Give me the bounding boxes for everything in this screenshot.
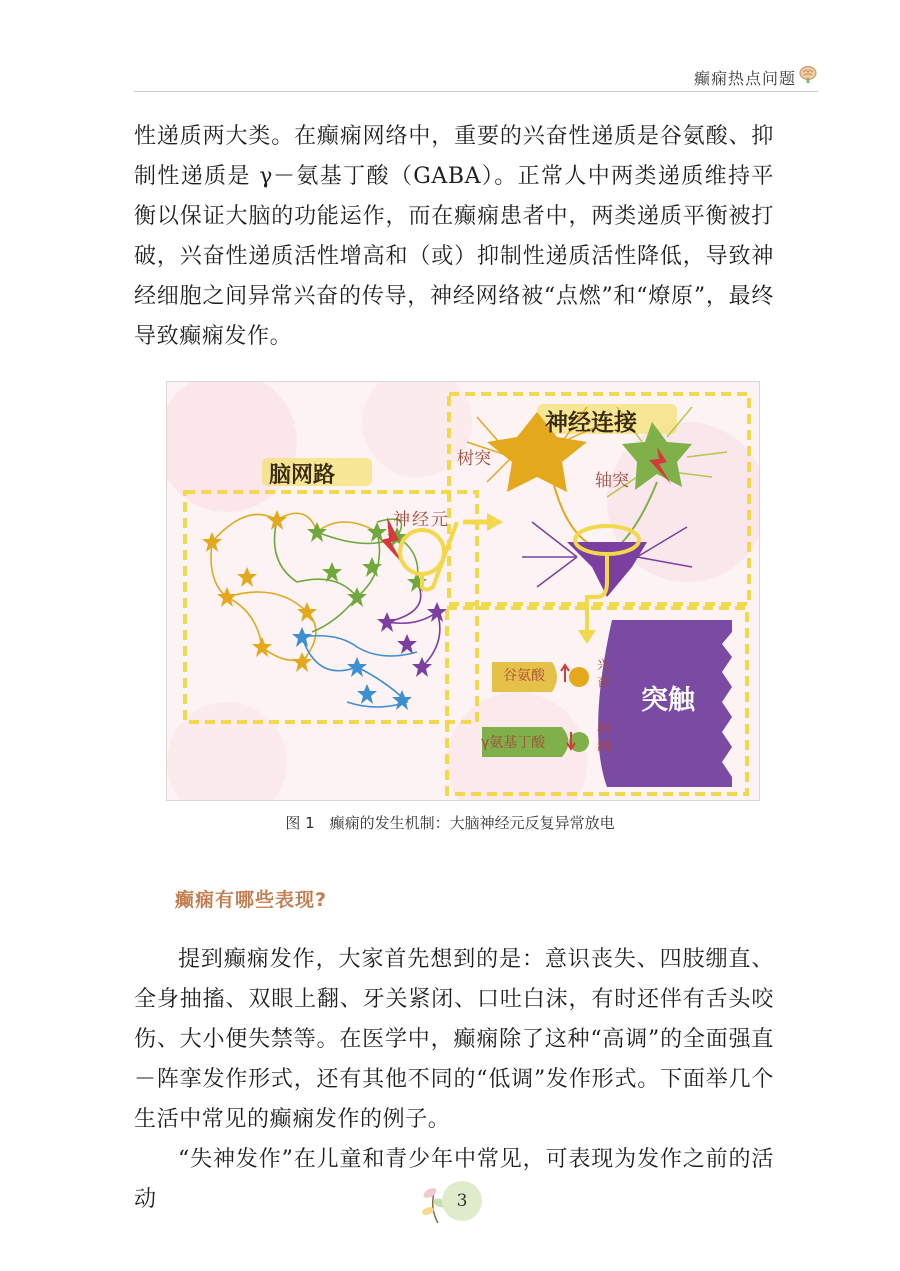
label-inhibit: 抑制 — [597, 723, 611, 755]
page-footer — [420, 1177, 492, 1229]
label-excite: 兴奋 — [597, 658, 611, 690]
intro-text: 性递质两大类。在癫痫网络中，重要的兴奋性递质是谷氨酸、抑制性递质是 γ－氨基丁酸（GABA）。正常人中两类递质维持平衡以保证大脑的功能运作，而在癫痫患者中，两类递质平衡被打破，兴奋性递质活性增高和（或）抑制性递质活性降低，导致神经细胞之间异常兴奋的传导，神经网络被“点燃”和“燎原”，最终导致癫痫发作。 — [134, 124, 774, 349]
figure-caption: 图 1 癫痫的发生机制：大脑神经元反复异常放电 — [285, 814, 615, 832]
label-brain-network: 脑网路 — [269, 463, 336, 488]
figure-epilepsy-mechanism — [166, 381, 760, 801]
label-glutamate: 谷氨酸 — [503, 668, 545, 684]
label-neural-connection: 神经连接 — [545, 410, 637, 436]
brain-icon — [798, 64, 818, 84]
running-header-title: 癫痫热点问题 — [693, 69, 796, 88]
label-synapse: 突触 — [641, 685, 695, 716]
body-paragraph-2: “失神发作”在儿童和青少年中常见，可表现为发作之前的活动 — [134, 1147, 774, 1212]
intro-paragraph — [134, 117, 774, 357]
label-axon: 轴突 — [595, 471, 629, 491]
header-divider — [134, 91, 818, 92]
section-heading: 癫痫有哪些表现? — [175, 889, 328, 911]
body-paragraph-1: 提到癫痫发作，大家首先想到的是：意识丧失、四肢绷直、全身抽搐、双眼上翻、牙关紧闭、口吐白沫，有时还伴有舌头咬伤、大小便失禁等。在医学中，癫痫除了这种“高调”的全面强直－阵挛发作形式，还有其他不同的“低调”发作形式。下面举几个生活中常见的癫痫发作的例子。 — [134, 947, 774, 1132]
label-gaba: γ氨基丁酸 — [481, 735, 546, 751]
page-number: 3 — [442, 1181, 482, 1221]
label-neuron: 神经元 — [393, 510, 450, 530]
label-dendrite: 树突 — [457, 449, 491, 469]
